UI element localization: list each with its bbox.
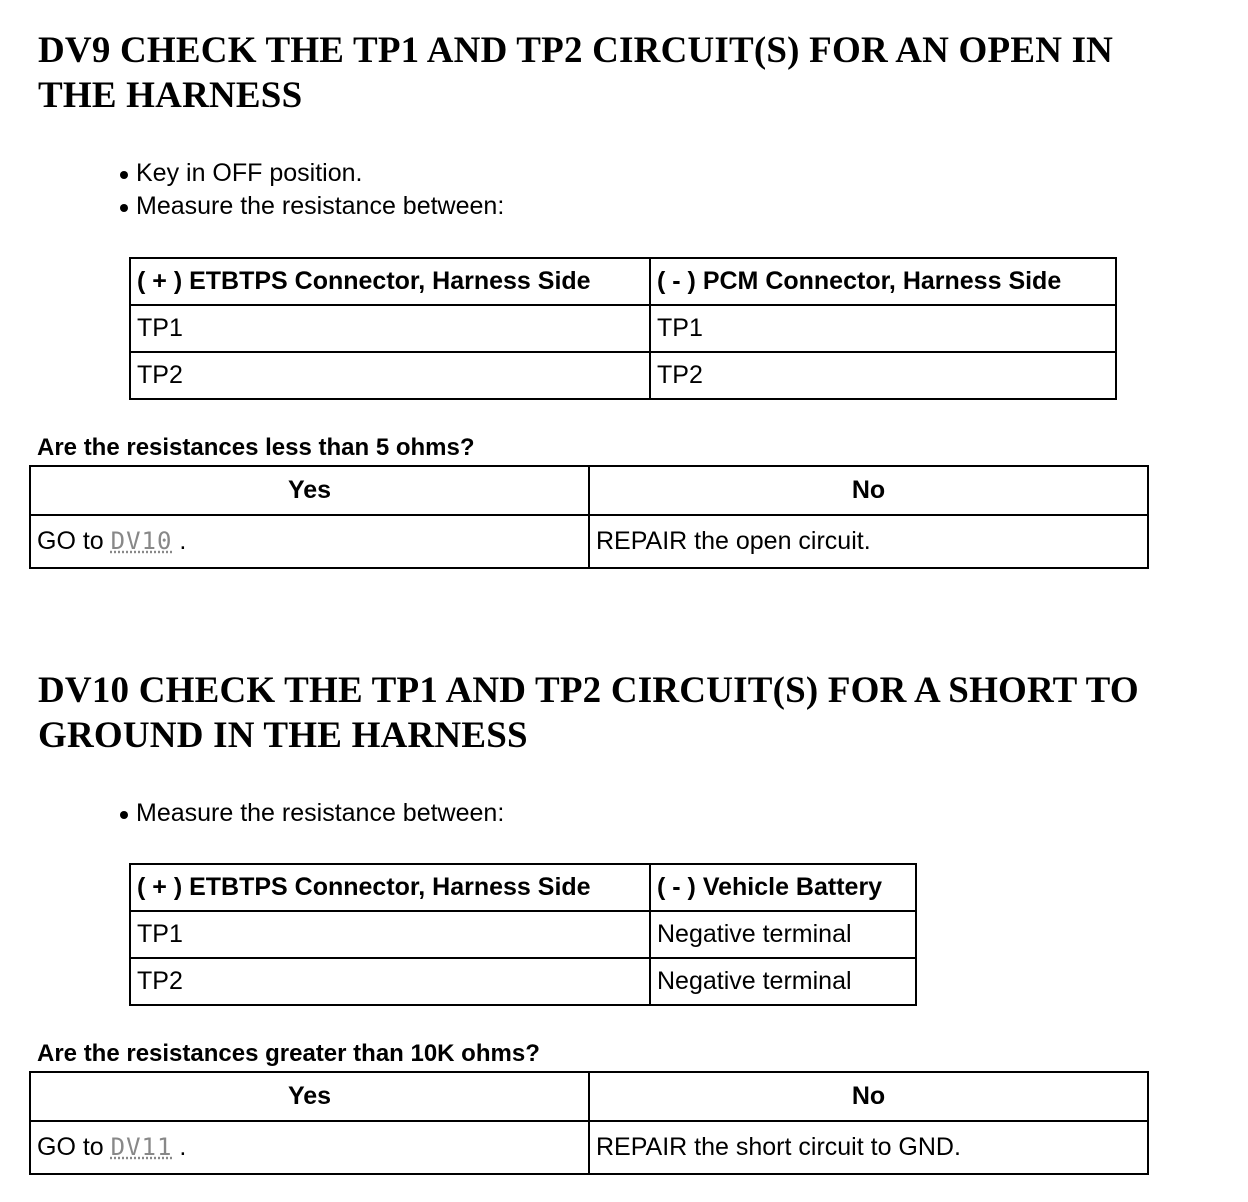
table-cell: TP2: [130, 958, 650, 1005]
table-header-row: [130, 258, 1116, 305]
dv10-title: DV10 CHECK THE TP1 AND TP2 CIRCUIT(S) FOR A SHORT TO GROUND IN THE HARNESS: [38, 670, 1139, 756]
yes-header: Yes: [30, 466, 589, 515]
table-cell: TP2: [130, 352, 650, 399]
dv10-question: Are the resistances greater than 10K ohms?: [37, 1040, 540, 1067]
yes-header: Yes: [30, 1072, 589, 1121]
dv10-measure-table: [129, 863, 917, 1006]
header-cell: ( - ) PCM Connector, Harness Side: [650, 258, 1116, 305]
table-row: [30, 515, 1148, 568]
table-row: [130, 305, 1116, 352]
table-row: [130, 958, 916, 1005]
dv10-link[interactable]: DV10: [110, 527, 173, 555]
no-cell: REPAIR the short circuit to GND.: [589, 1121, 1148, 1174]
dv9-title: DV9 CHECK THE TP1 AND TP2 CIRCUIT(S) FOR AN OPEN IN THE HARNESS: [38, 30, 1114, 116]
table-cell: Negative terminal: [650, 911, 916, 958]
period: .: [179, 1133, 187, 1161]
step-item: Measure the resistance between:: [118, 797, 504, 830]
no-header: No: [589, 1072, 1148, 1121]
table-cell: TP1: [130, 305, 650, 352]
table-cell: TP1: [650, 305, 1116, 352]
yes-cell: [30, 515, 589, 568]
dv9-question: Are the resistances less than 5 ohms?: [37, 434, 475, 461]
no-cell: REPAIR the open circuit.: [589, 515, 1148, 568]
table-cell: TP1: [130, 911, 650, 958]
go-to-label: GO to: [37, 1133, 104, 1161]
yes-cell: [30, 1121, 589, 1174]
table-row: [130, 352, 1116, 399]
table-header-row: [30, 466, 1148, 515]
step-item: Measure the resistance between:: [118, 190, 504, 223]
dv9-result-table: [29, 465, 1149, 569]
table-cell: TP2: [650, 352, 1116, 399]
dv11-link[interactable]: DV11: [110, 1133, 173, 1161]
table-row: [130, 911, 916, 958]
header-cell: ( + ) ETBTPS Connector, Harness Side: [130, 258, 650, 305]
header-cell: ( + ) ETBTPS Connector, Harness Side: [130, 864, 650, 911]
dv9-steps: [118, 157, 504, 223]
period: .: [179, 527, 187, 555]
no-header: No: [589, 466, 1148, 515]
table-row: [30, 1121, 1148, 1174]
header-cell: ( - ) Vehicle Battery: [650, 864, 916, 911]
go-to-label: GO to: [37, 527, 104, 555]
dv10-result-table: [29, 1071, 1149, 1175]
table-cell: Negative terminal: [650, 958, 916, 1005]
dv10-steps: [118, 797, 504, 830]
table-header-row: [130, 864, 916, 911]
step-item: Key in OFF position.: [118, 157, 504, 190]
table-header-row: [30, 1072, 1148, 1121]
dv9-measure-table: [129, 257, 1117, 400]
